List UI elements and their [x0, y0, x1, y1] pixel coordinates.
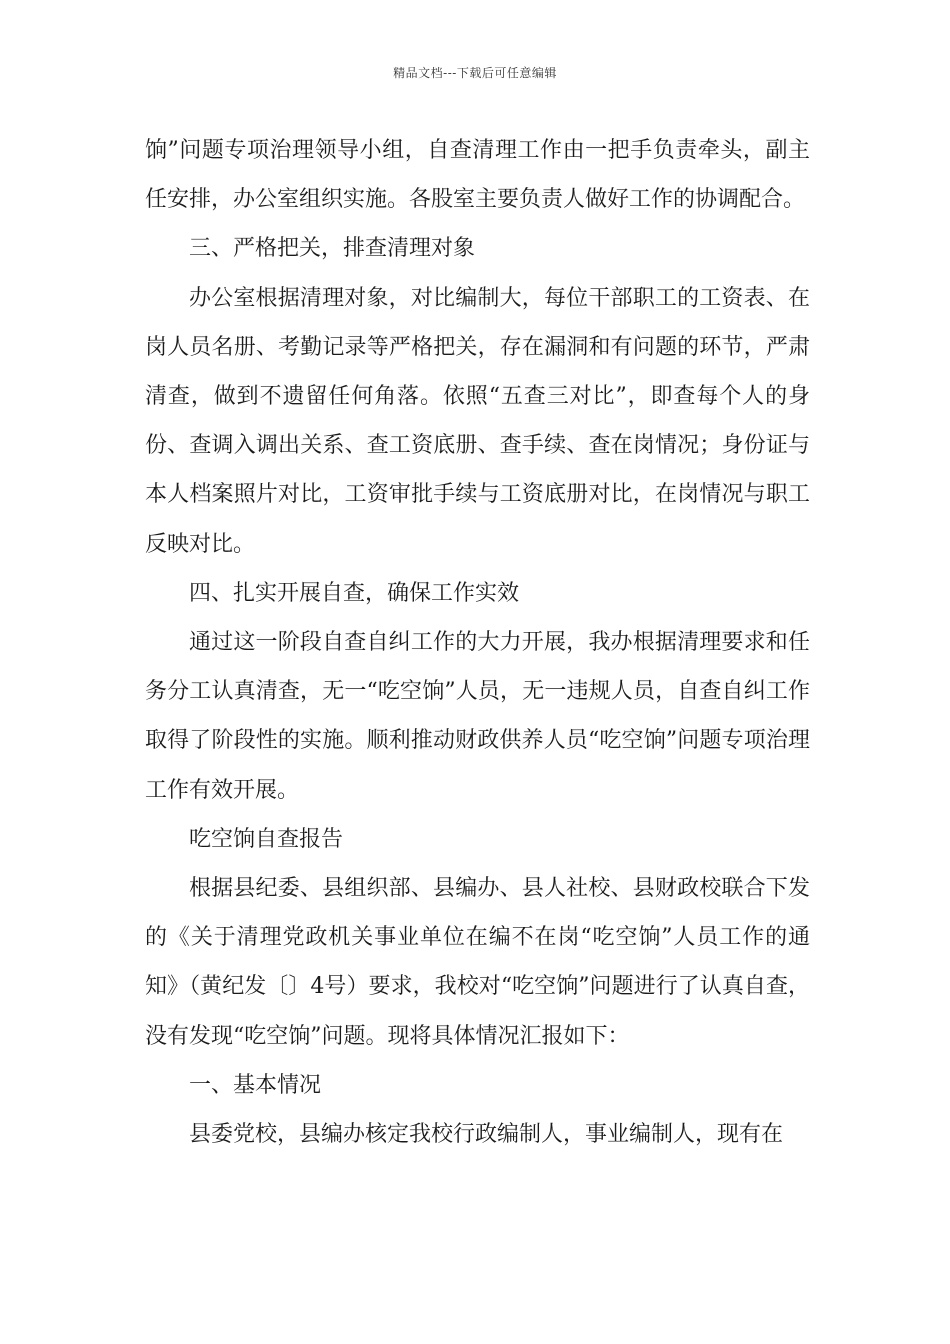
- section-heading-4: 四、扎实开展自查，确保工作实效: [189, 580, 520, 606]
- report-title: 吃空饷自查报告: [189, 826, 344, 852]
- paragraph: 根据县纪委、县组织部、县编办、县人社校、县财政校联合下发的《关于清理党政机关事业单位在编不在岗“吃空饷”人员工作的通知》（黄纪发〔〕4号）要求，我校对“吃空饷”问题进行了认真自查，没有发现“吃空饷”问题。现将具体情况汇报如下：: [145, 876, 810, 1049]
- paragraph: 通过这一阶段自查自纠工作的大力开展，我办根据清理要求和任务分工认真清查，无一“吃空饷”人员，无一违规人员，自查自纠工作取得了阶段性的实施。顺利推动财政供养人员“吃空饷”问题专项治理工作有效开展。: [145, 630, 810, 803]
- page-header: 精品文档---下载后可任意编辑: [393, 66, 557, 80]
- paragraph: 办公室根据清理对象，对比编制大，每位干部职工的工资表、在岗人员名册、考勤记录等严格把关，存在漏洞和有问题的环节，严肃清查，做到不遗留任何角落。依照“五查三对比”，即查每个人的身份、查调入调出关系、查工资底册、查手续、查在岗情况；身份证与本人档案照片对比，工资审批手续与工资底册对比，在岗情况与职工反映对比。: [145, 285, 810, 557]
- paragraph: 县委党校，县编办核定我校行政编制人，事业编制人，现有在: [189, 1122, 784, 1148]
- section-heading-1: 一、基本情况: [189, 1072, 322, 1098]
- section-heading-3: 三、严格把关，排查清理对象: [189, 236, 476, 262]
- document-body: [145, 126, 810, 1159]
- paragraph-continuation: 饷”问题专项治理领导小组，自查清理工作由一把手负责牵头，副主任安排，办公室组织实施。各股室主要负责人做好工作的协调配合。: [145, 138, 810, 213]
